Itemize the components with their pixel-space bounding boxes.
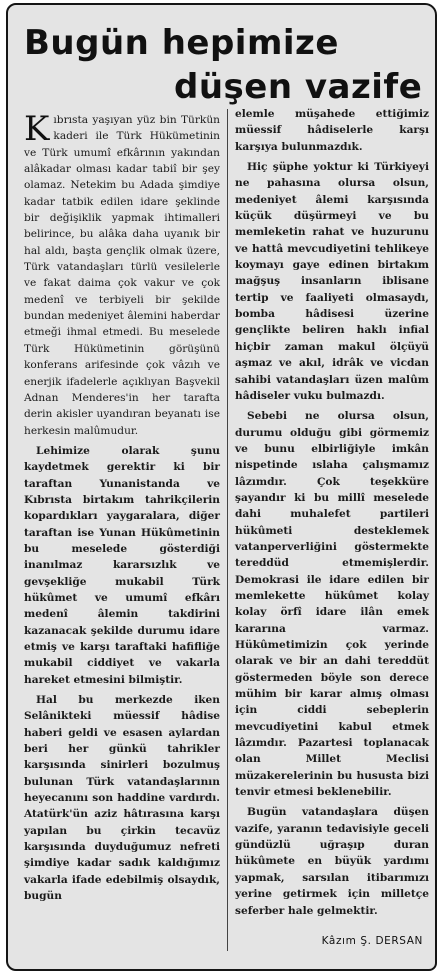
- article-paragraph: Bugün vatandaşlara düşen vazife, yaranın tedavisiyle geceli gündüzlü uğraşıp duran hükûmete en büyük yardımı yapmak, sarsılan itibarımızı yerine getirmek için milletçe seferber hale gelmektir.: [235, 806, 429, 917]
- drop-cap: K: [24, 109, 50, 149]
- headline-line-1: Bugün hepimize: [24, 23, 339, 63]
- article-paragraph: [24, 109, 220, 439]
- article-paragraph: Hiç şüphe yoktur ki Türkiyeyi ne pahasına olursa olsun, medeniyet âlemi karşısında küçük düşürmeyi ve bu memleketin rahat ve huzurunu ve hattâ mevcudiyetini tehlikeye koymayı gaye edinen birtakım mağşuş insanların iblisane tertip ve faaliyeti olmasaydı, bomba hâdisesi üzerine gençlikte beliren haklı infial hiçbir zaman makul ölçüyü aşmaz ve akıl, idrâk ve vicdan sahibi vatandaşları üzen malûm hâdiseler vuku bulmazdı.: [235, 161, 429, 402]
- column-divider: [227, 109, 228, 951]
- headline-line-2: düşen vazife: [174, 67, 423, 107]
- article-paragraph: Sebebi ne olursa olsun, durumu olduğu gibi görmemiz ve bunu elbirliğiyle imkân nispetinde ıslaha çalışmamız lâzımdır. Çok teşekküre şayandır ki bu millî meselede dahi muhalefet partileri hükûmeti desteklemek vatanperverliğini göstermekte tereddüd etmemişlerdir. Demokrasi ile idare edilen bir memlekette hükûmet kolay kolay örfî idare ilân emek kararına varmaz. Hükûmetimizin çok yerinde olarak ve bir an dahi tereddüt göstermeden böyle son derece mühim bir karar almış olması için ciddi sebeplerin mevcudiyetini kabul etmek lâzımdır. Pazartesi toplanacak olan Millet Meclisi müzakerelerinin bu hususta bizi tenvir etmesi beklenebilir.: [235, 410, 429, 799]
- paragraph-text: ıbrısta yaşıyan yüz bin Türkün kaderi ile Türk Hükümetinin ve Türk umumî efkârının yakından alâkadar olması kadar tabiî bir şey olamaz. Netekim bu Adada şimdiye kadar tatbik edilen idare şeklinde bir değişiklik yapmak ihtimalleri belirince, bu alâka daha uyanık bir hal aldı, başta gençlik olmak üzere, Türk vatandaşları türlü vesilelerle ve fakat daima çok vakur ve çok medenî ve terbiyeli bir şekilde bundan medeniyet âlemini haberdar etmeği ihmal etmedi. Bu meselede Türk Hükümetinin görüşünü konferans arifesinde çok vâzıh ve enerjik ifadelerle açıklıyan Başvekil Adnan Menderes'in her tarafta derin akisler uyandıran beyanatı ise herkesin malûmudur.: [24, 114, 220, 437]
- newspaper-clipping: [6, 3, 437, 971]
- article-column-right: [235, 106, 429, 923]
- article-paragraph: Hal bu merkezde iken Selânikteki müessif hâdise haberi geldi ve esasen aylardan beri her günkü tahrikler karşısında sinirleri bozulmuş bulunan Türk vatandaşlarının heyecanını son haddine vardırdı. Atatürk'ün aziz hâtırasına karşı yapılan bu çirkin tecavüz karşısında duyduğumuz nefreti şimdiye kadar sadık kaldığımız vakarla ifade edebilmiş olsaydık, bugün: [24, 694, 220, 903]
- author-byline: Kâzım Ş. DERSAN: [321, 935, 423, 947]
- article-paragraph: Lehimize olarak şunu kaydetmek gerektir ki bir taraftan Yunanistanda ve Kıbrısta birtakım tahrikçilerin kopardıkları yaygaralara, diğer taraftan ise Yunan Hükûmetinin bu meselede gösterdiği inanılmaz kararsızlık ve gevşekliğe mukabil Türk hükûmet ve umumî efkârı medenî âlemin takdirini kazanacak şekilde durumu idare etmiş ve karşı taraftaki hafifliğe mukabil ciddiyet ve vakarla hareket etmesini bilmiştir.: [24, 444, 220, 686]
- article-paragraph: elemle müşahede ettiğimiz müessif hâdiselerle karşı karşıya bulunmazdık.: [235, 108, 429, 153]
- article-column-left: [24, 109, 220, 909]
